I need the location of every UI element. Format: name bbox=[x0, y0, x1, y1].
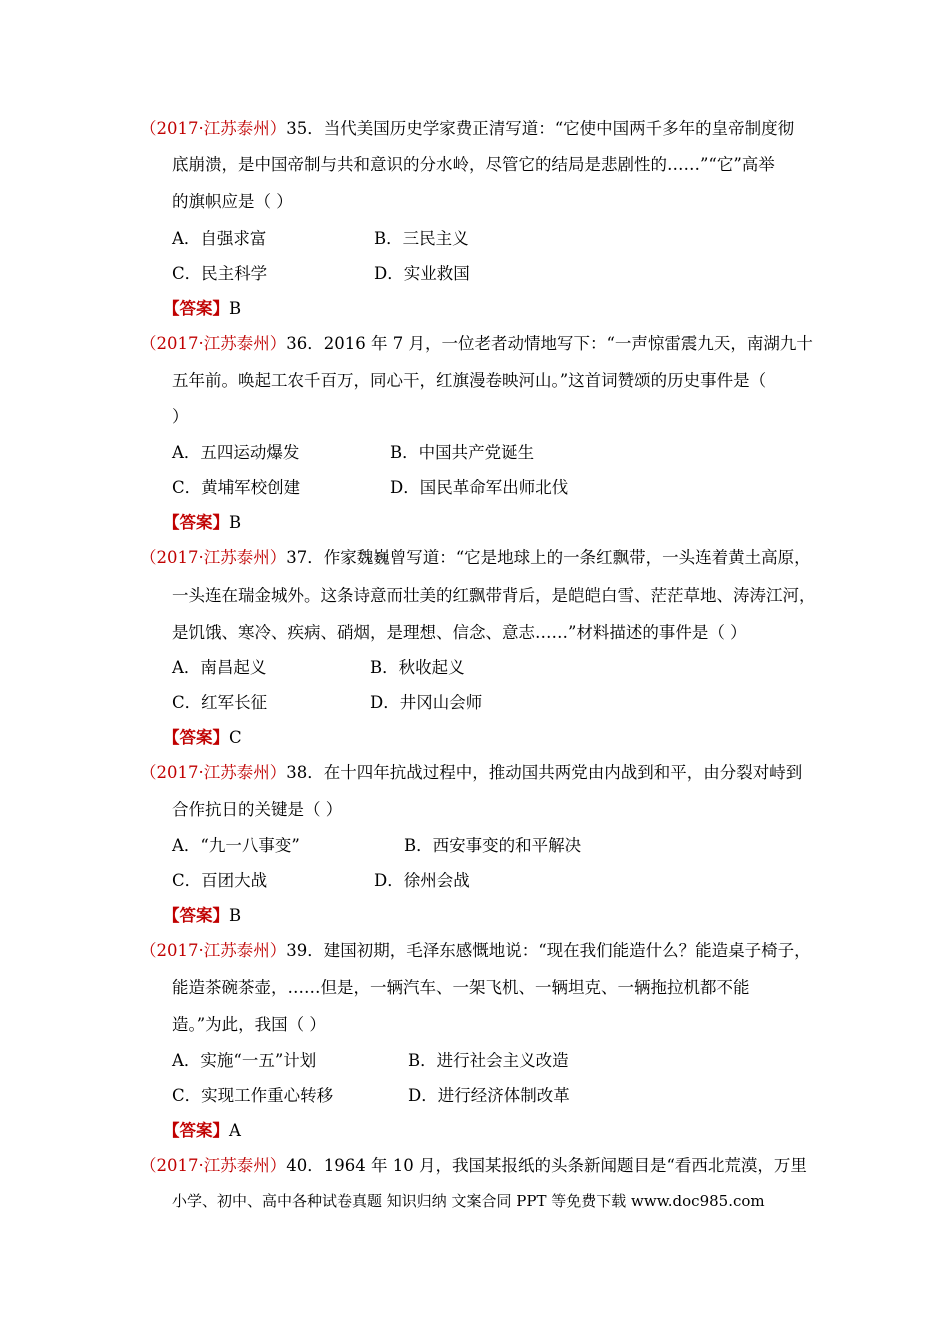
answer-value: C bbox=[229, 728, 242, 747]
option-c: C．民主科学 bbox=[172, 264, 268, 283]
option-c: C．红军长征 bbox=[172, 693, 268, 712]
footer-download-note: 小学、初中、高中各种试卷真题 知识归纳 文案合同 PPT 等免费下载 www.doc985.com bbox=[172, 1192, 765, 1210]
question-source: （2017·江苏泰州） bbox=[140, 334, 287, 353]
question-37-line-3: 是饥饿、寒冷、疾病、硝烟，是理想、信念、意志……”材料描述的事件是（ ） bbox=[172, 623, 747, 642]
answer-value: B bbox=[229, 299, 242, 318]
option-d: D．国民革命军出师北伐 bbox=[390, 478, 569, 497]
question-35-line-3: 的旗帜应是（ ） bbox=[172, 192, 293, 211]
option-c: C．百团大战 bbox=[172, 871, 268, 890]
question-39-line-3: 造。”为此，我国（ ） bbox=[172, 1015, 326, 1034]
question-38-line-2: 合作抗日的关键是（ ） bbox=[172, 800, 343, 819]
question-35-line-2: 底崩溃，是中国帝制与共和意识的分水岭，尽管它的结局是悲剧性的……”“它”高举 bbox=[172, 155, 775, 174]
option-d: D．实业救国 bbox=[374, 264, 470, 283]
option-b: B．西安事变的和平解决 bbox=[404, 836, 582, 855]
option-b: B．秋收起义 bbox=[370, 658, 465, 677]
question-text: 37．作家魏巍曾写道：“它是地球上的一条红飘带，一头连着黄土高原， bbox=[286, 548, 811, 567]
question-36-line-1 bbox=[140, 333, 813, 355]
answer-label: 【答案】 bbox=[163, 728, 229, 747]
option-b: B．进行社会主义改造 bbox=[408, 1051, 569, 1070]
question-36-line-3: ） bbox=[172, 407, 189, 426]
option-a: A．实施“一五”计划 bbox=[172, 1051, 317, 1070]
answer-value: B bbox=[229, 906, 242, 925]
option-d: D．井冈山会师 bbox=[370, 693, 483, 712]
question-38-line-1 bbox=[140, 762, 802, 784]
question-source: （2017·江苏泰州） bbox=[140, 941, 287, 960]
question-35-line-1 bbox=[140, 118, 794, 140]
question-37-line-2: 一头连在瑞金城外。这条诗意而壮美的红飘带背后，是皑皑白雪、茫茫草地、涛涛江河， bbox=[172, 586, 816, 605]
option-a: A．“九一八事变” bbox=[172, 836, 300, 855]
answer-label: 【答案】 bbox=[163, 1121, 229, 1140]
question-text: 40．1964 年 10 月，我国某报纸的头条新闻题目是“看西北荒漠，万里 bbox=[286, 1156, 807, 1175]
option-c: C．黄埔军校创建 bbox=[172, 478, 301, 497]
option-b: B．中国共产党诞生 bbox=[390, 443, 535, 462]
question-source: （2017·江苏泰州） bbox=[140, 1156, 287, 1175]
answer-value: B bbox=[229, 513, 242, 532]
question-text: 36．2016 年 7 月，一位老者动情地写下：“一声惊雷震九天，南湖九十 bbox=[286, 334, 813, 353]
question-text: 39．建国初期，毛泽东感慨地说：“现在我们能造什么？能造桌子椅子， bbox=[286, 941, 811, 960]
question-source: （2017·江苏泰州） bbox=[140, 548, 287, 567]
question-39-line-1 bbox=[140, 940, 811, 962]
question-36-line-2: 五年前。唤起工农千百万，同心干，红旗漫卷映河山。”这首词赞颂的历史事件是（ bbox=[172, 371, 767, 390]
answer-label: 【答案】 bbox=[163, 906, 229, 925]
question-37-line-1 bbox=[140, 547, 811, 569]
answer-39 bbox=[163, 1120, 241, 1142]
option-c: C．实现工作重心转移 bbox=[172, 1086, 334, 1105]
answer-37 bbox=[163, 727, 242, 749]
answer-36 bbox=[163, 512, 241, 534]
question-40-line-1 bbox=[140, 1155, 807, 1177]
question-source: （2017·江苏泰州） bbox=[140, 763, 287, 782]
answer-35 bbox=[163, 298, 241, 320]
question-source: （2017·江苏泰州） bbox=[140, 119, 287, 138]
option-a: A．自强求富 bbox=[172, 229, 267, 248]
option-a: A．五四运动爆发 bbox=[172, 443, 300, 462]
answer-value: A bbox=[229, 1121, 241, 1140]
answer-label: 【答案】 bbox=[163, 513, 229, 532]
question-text: 38．在十四年抗战过程中，推动国共两党由内战到和平，由分裂对峙到 bbox=[286, 763, 803, 782]
option-b: B．三民主义 bbox=[374, 229, 469, 248]
answer-label: 【答案】 bbox=[163, 299, 229, 318]
option-d: D．徐州会战 bbox=[374, 871, 470, 890]
option-d: D．进行经济体制改革 bbox=[408, 1086, 570, 1105]
question-text: 35．当代美国历史学家费正清写道：“它使中国两千多年的皇帝制度彻 bbox=[286, 119, 795, 138]
option-a: A．南昌起义 bbox=[172, 658, 267, 677]
question-39-line-2: 能造茶碗茶壶，……但是，一辆汽车、一架飞机、一辆坦克、一辆拖拉机都不能 bbox=[172, 978, 750, 997]
answer-38 bbox=[163, 905, 241, 927]
